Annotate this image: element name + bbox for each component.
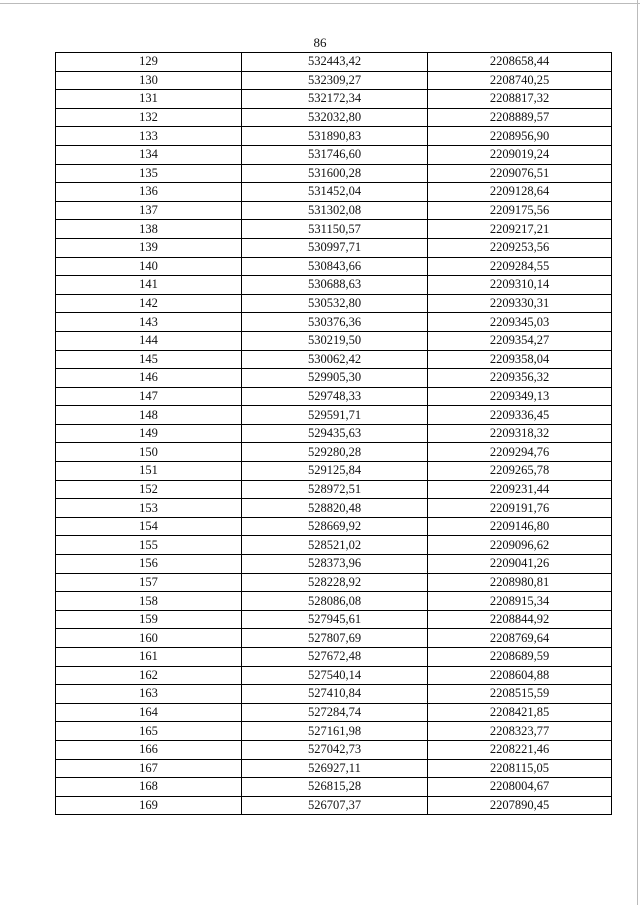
y-coordinate-cell: 2208604,88 [428, 666, 612, 685]
y-coordinate-cell: 2209318,32 [428, 424, 612, 443]
y-coordinate-cell: 2209284,55 [428, 257, 612, 276]
table-row [56, 183, 612, 202]
table-row [56, 406, 612, 425]
y-coordinate-cell: 2209354,27 [428, 331, 612, 350]
point-number-cell: 147 [56, 387, 242, 406]
y-coordinate-cell: 2208221,46 [428, 740, 612, 759]
x-coordinate-cell: 530997,71 [242, 238, 428, 257]
table-row [56, 313, 612, 332]
y-coordinate-cell: 2209336,45 [428, 406, 612, 425]
table-row [56, 796, 612, 815]
x-coordinate-cell: 530532,80 [242, 294, 428, 313]
y-coordinate-cell: 2209128,64 [428, 183, 612, 202]
point-number-cell: 151 [56, 462, 242, 481]
point-number-cell: 157 [56, 573, 242, 592]
x-coordinate-cell: 532443,42 [242, 53, 428, 72]
table-row [56, 331, 612, 350]
point-number-cell: 150 [56, 443, 242, 462]
y-coordinate-cell: 2209175,56 [428, 201, 612, 220]
point-number-cell: 161 [56, 648, 242, 667]
x-coordinate-cell: 531746,60 [242, 145, 428, 164]
x-coordinate-cell: 530219,50 [242, 331, 428, 350]
x-coordinate-cell: 529435,63 [242, 424, 428, 443]
point-number-cell: 132 [56, 108, 242, 127]
y-coordinate-cell: 2208817,32 [428, 90, 612, 109]
x-coordinate-cell: 528669,92 [242, 517, 428, 536]
y-coordinate-cell: 2208115,05 [428, 759, 612, 778]
table-row [56, 648, 612, 667]
point-number-cell: 138 [56, 220, 242, 239]
x-coordinate-cell: 532032,80 [242, 108, 428, 127]
point-number-cell: 159 [56, 610, 242, 629]
y-coordinate-cell: 2209231,44 [428, 480, 612, 499]
table-row [56, 350, 612, 369]
coordinates-table [55, 52, 612, 815]
y-coordinate-cell: 2207890,45 [428, 796, 612, 815]
y-coordinate-cell: 2208915,34 [428, 592, 612, 611]
y-coordinate-cell: 2209019,24 [428, 145, 612, 164]
x-coordinate-cell: 531452,04 [242, 183, 428, 202]
point-number-cell: 146 [56, 369, 242, 388]
point-number-cell: 144 [56, 331, 242, 350]
y-coordinate-cell: 2209345,03 [428, 313, 612, 332]
point-number-cell: 133 [56, 127, 242, 146]
point-number-cell: 166 [56, 740, 242, 759]
y-coordinate-cell: 2209356,32 [428, 369, 612, 388]
point-number-cell: 139 [56, 238, 242, 257]
point-number-cell: 167 [56, 759, 242, 778]
point-number-cell: 140 [56, 257, 242, 276]
x-coordinate-cell: 528086,08 [242, 592, 428, 611]
table-row [56, 740, 612, 759]
table-row [56, 201, 612, 220]
x-coordinate-cell: 530688,63 [242, 276, 428, 295]
y-coordinate-cell: 2208658,44 [428, 53, 612, 72]
x-coordinate-cell: 529591,71 [242, 406, 428, 425]
y-coordinate-cell: 2208421,85 [428, 703, 612, 722]
x-coordinate-cell: 532309,27 [242, 71, 428, 90]
x-coordinate-cell: 527284,74 [242, 703, 428, 722]
x-coordinate-cell: 531600,28 [242, 164, 428, 183]
y-coordinate-cell: 2208323,77 [428, 722, 612, 741]
x-coordinate-cell: 527945,61 [242, 610, 428, 629]
y-coordinate-cell: 2208769,64 [428, 629, 612, 648]
point-number-cell: 154 [56, 517, 242, 536]
x-coordinate-cell: 526815,28 [242, 778, 428, 797]
table-row [56, 555, 612, 574]
point-number-cell: 142 [56, 294, 242, 313]
x-coordinate-cell: 530843,66 [242, 257, 428, 276]
point-number-cell: 137 [56, 201, 242, 220]
y-coordinate-cell: 2209294,76 [428, 443, 612, 462]
table-row [56, 462, 612, 481]
table-row [56, 276, 612, 295]
table-row [56, 722, 612, 741]
table-row [56, 499, 612, 518]
x-coordinate-cell: 531150,57 [242, 220, 428, 239]
x-coordinate-cell: 530376,36 [242, 313, 428, 332]
x-coordinate-cell: 527540,14 [242, 666, 428, 685]
y-coordinate-cell: 2209041,26 [428, 555, 612, 574]
x-coordinate-cell: 527161,98 [242, 722, 428, 741]
y-coordinate-cell: 2209096,62 [428, 536, 612, 555]
table-row [56, 127, 612, 146]
table-row [56, 536, 612, 555]
table-row [56, 629, 612, 648]
y-coordinate-cell: 2209358,04 [428, 350, 612, 369]
point-number-cell: 136 [56, 183, 242, 202]
y-coordinate-cell: 2208889,57 [428, 108, 612, 127]
point-number-cell: 145 [56, 350, 242, 369]
table-row [56, 443, 612, 462]
point-number-cell: 134 [56, 145, 242, 164]
y-coordinate-cell: 2209191,76 [428, 499, 612, 518]
y-coordinate-cell: 2208956,90 [428, 127, 612, 146]
x-coordinate-cell: 528521,02 [242, 536, 428, 555]
table-row [56, 108, 612, 127]
x-coordinate-cell: 528228,92 [242, 573, 428, 592]
y-coordinate-cell: 2209265,78 [428, 462, 612, 481]
y-coordinate-cell: 2208689,59 [428, 648, 612, 667]
table-row [56, 220, 612, 239]
y-coordinate-cell: 2208980,81 [428, 573, 612, 592]
point-number-cell: 155 [56, 536, 242, 555]
x-coordinate-cell: 530062,42 [242, 350, 428, 369]
table-row [56, 369, 612, 388]
coordinates-table-body [56, 53, 612, 815]
y-coordinate-cell: 2209253,56 [428, 238, 612, 257]
x-coordinate-cell: 531890,83 [242, 127, 428, 146]
point-number-cell: 141 [56, 276, 242, 295]
table-row [56, 238, 612, 257]
table-row [56, 703, 612, 722]
scan-edge-top [0, 3, 640, 4]
point-number-cell: 163 [56, 685, 242, 704]
x-coordinate-cell: 526707,37 [242, 796, 428, 815]
x-coordinate-cell: 531302,08 [242, 201, 428, 220]
scan-edge-right [637, 0, 638, 905]
y-coordinate-cell: 2208004,67 [428, 778, 612, 797]
x-coordinate-cell: 528820,48 [242, 499, 428, 518]
point-number-cell: 162 [56, 666, 242, 685]
point-number-cell: 169 [56, 796, 242, 815]
x-coordinate-cell: 527410,84 [242, 685, 428, 704]
table-row [56, 164, 612, 183]
x-coordinate-cell: 527672,48 [242, 648, 428, 667]
y-coordinate-cell: 2209310,14 [428, 276, 612, 295]
point-number-cell: 149 [56, 424, 242, 443]
point-number-cell: 129 [56, 53, 242, 72]
y-coordinate-cell: 2209330,31 [428, 294, 612, 313]
point-number-cell: 135 [56, 164, 242, 183]
point-number-cell: 152 [56, 480, 242, 499]
table-row [56, 424, 612, 443]
page-number: 86 [313, 35, 327, 50]
x-coordinate-cell: 526927,11 [242, 759, 428, 778]
table-row [56, 666, 612, 685]
table-row [56, 387, 612, 406]
table-row [56, 480, 612, 499]
y-coordinate-cell: 2208515,59 [428, 685, 612, 704]
table-row [56, 685, 612, 704]
x-coordinate-cell: 529280,28 [242, 443, 428, 462]
point-number-cell: 131 [56, 90, 242, 109]
x-coordinate-cell: 527807,69 [242, 629, 428, 648]
table-row [56, 71, 612, 90]
x-coordinate-cell: 529125,84 [242, 462, 428, 481]
point-number-cell: 160 [56, 629, 242, 648]
y-coordinate-cell: 2209076,51 [428, 164, 612, 183]
x-coordinate-cell: 529905,30 [242, 369, 428, 388]
y-coordinate-cell: 2209146,80 [428, 517, 612, 536]
point-number-cell: 156 [56, 555, 242, 574]
point-number-cell: 130 [56, 71, 242, 90]
table-row [56, 90, 612, 109]
table-row [56, 592, 612, 611]
x-coordinate-cell: 529748,33 [242, 387, 428, 406]
y-coordinate-cell: 2209217,21 [428, 220, 612, 239]
point-number-cell: 158 [56, 592, 242, 611]
x-coordinate-cell: 527042,73 [242, 740, 428, 759]
y-coordinate-cell: 2208740,25 [428, 71, 612, 90]
point-number-cell: 153 [56, 499, 242, 518]
y-coordinate-cell: 2208844,92 [428, 610, 612, 629]
table-row [56, 759, 612, 778]
table-row [56, 517, 612, 536]
table-row [56, 53, 612, 72]
point-number-cell: 165 [56, 722, 242, 741]
table-row [56, 257, 612, 276]
point-number-cell: 143 [56, 313, 242, 332]
table-row [56, 610, 612, 629]
point-number-cell: 164 [56, 703, 242, 722]
table-row [56, 778, 612, 797]
x-coordinate-cell: 532172,34 [242, 90, 428, 109]
point-number-cell: 148 [56, 406, 242, 425]
table-row [56, 294, 612, 313]
x-coordinate-cell: 528373,96 [242, 555, 428, 574]
y-coordinate-cell: 2209349,13 [428, 387, 612, 406]
x-coordinate-cell: 528972,51 [242, 480, 428, 499]
point-number-cell: 168 [56, 778, 242, 797]
table-row [56, 145, 612, 164]
table-row [56, 573, 612, 592]
